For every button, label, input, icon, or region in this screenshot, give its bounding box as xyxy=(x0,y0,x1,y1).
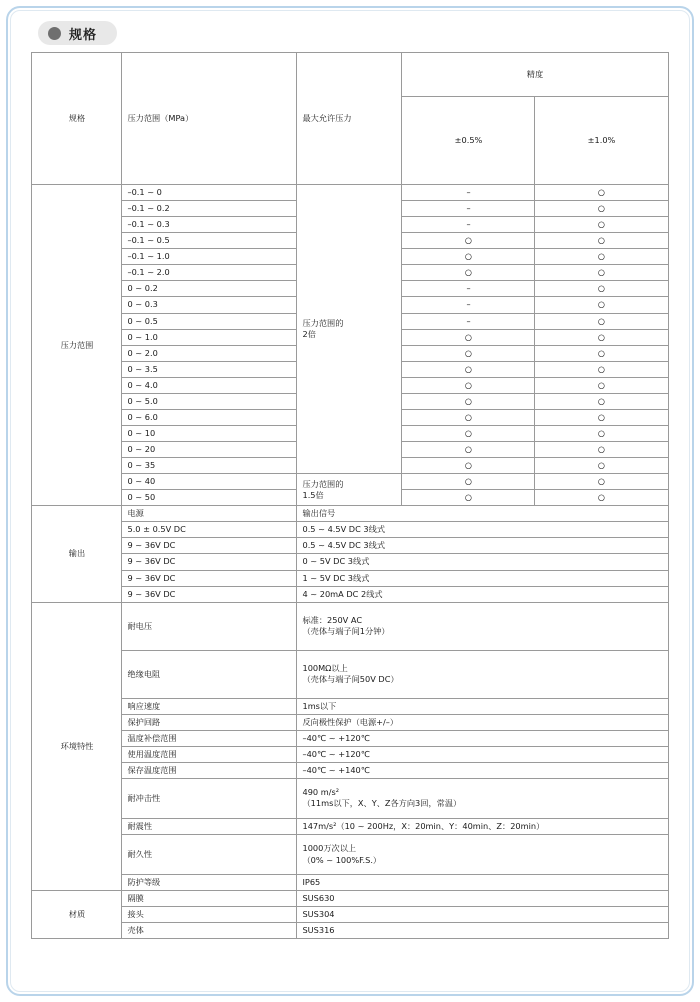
section-label-environment: 环境特性 xyxy=(32,602,122,890)
header-max-allowed: 最大允许压力 xyxy=(297,53,402,185)
table-row xyxy=(32,730,668,746)
pressure-range-value: 0 ~ 35 xyxy=(122,458,297,474)
acc05-mark: ○ xyxy=(402,233,535,249)
env-value-line2: （壳体与端子间1分钟） xyxy=(302,626,390,637)
acc10-mark: ○ xyxy=(535,361,668,377)
env-value: –40℃ ~ +120℃ xyxy=(297,730,668,746)
table-row xyxy=(32,778,668,818)
table-row xyxy=(32,650,668,698)
acc10-mark: ○ xyxy=(535,297,668,313)
table-row xyxy=(32,923,668,939)
max-allowed-1-5x-line2: 1.5倍 xyxy=(302,489,324,500)
env-label: 耐久性 xyxy=(122,835,297,875)
acc10-mark: ○ xyxy=(535,233,668,249)
acc05-mark: – xyxy=(402,281,535,297)
acc05-mark: ○ xyxy=(402,249,535,265)
env-value: 147m/s²（10 ~ 200Hz，X：20min、Y：40min、Z：20min） xyxy=(297,818,668,834)
env-label: 防护等级 xyxy=(122,875,297,891)
output-label: 9 ~ 36V DC xyxy=(122,538,297,554)
table-row xyxy=(32,474,668,490)
acc05-mark: ○ xyxy=(402,442,535,458)
table-row xyxy=(32,602,668,650)
pressure-range-value: –0.1 ~ 0.3 xyxy=(122,217,297,233)
pressure-range-value: 0 ~ 10 xyxy=(122,425,297,441)
table-row xyxy=(32,746,668,762)
section-label-pressure-range: 压力范围 xyxy=(32,185,122,506)
pressure-range-value: –0.1 ~ 0.2 xyxy=(122,201,297,217)
material-label: 接头 xyxy=(122,907,297,923)
table-header-row xyxy=(32,53,668,97)
table-row xyxy=(32,891,668,907)
acc10-mark: ○ xyxy=(535,281,668,297)
pressure-range-value: 0 ~ 40 xyxy=(122,474,297,490)
max-allowed-2x xyxy=(297,185,402,474)
acc05-mark: ○ xyxy=(402,393,535,409)
env-label: 保护回路 xyxy=(122,714,297,730)
env-label: 耐震性 xyxy=(122,818,297,834)
output-label: 9 ~ 36V DC xyxy=(122,554,297,570)
acc05-mark: ○ xyxy=(402,361,535,377)
env-value xyxy=(297,650,668,698)
acc10-mark: ○ xyxy=(535,217,668,233)
section-header xyxy=(38,20,688,46)
acc05-mark: ○ xyxy=(402,409,535,425)
header-accuracy: 精度 xyxy=(402,53,668,97)
table-row xyxy=(32,875,668,891)
acc05-mark: ○ xyxy=(402,329,535,345)
env-value-line2: （壳体与端子间50V DC） xyxy=(302,674,399,685)
acc10-mark: ○ xyxy=(535,393,668,409)
env-value: –40℃ ~ +120℃ xyxy=(297,746,668,762)
acc10-mark: ○ xyxy=(535,442,668,458)
env-value xyxy=(297,835,668,875)
acc10-mark: ○ xyxy=(535,313,668,329)
acc05-mark: – xyxy=(402,185,535,201)
table-row xyxy=(32,698,668,714)
section-label-output: 输出 xyxy=(32,506,122,602)
pressure-range-value: 0 ~ 3.5 xyxy=(122,361,297,377)
acc05-mark: ○ xyxy=(402,490,535,506)
material-value: SUS630 xyxy=(297,891,668,907)
table-row xyxy=(32,570,668,586)
pressure-range-value: 0 ~ 0.3 xyxy=(122,297,297,313)
max-allowed-2x-line2: 2倍 xyxy=(302,329,316,340)
pressure-range-value: –0.1 ~ 1.0 xyxy=(122,249,297,265)
acc10-mark: ○ xyxy=(535,345,668,361)
table-row xyxy=(32,762,668,778)
material-label: 壳体 xyxy=(122,923,297,939)
pressure-range-value: 0 ~ 20 xyxy=(122,442,297,458)
acc05-mark: ○ xyxy=(402,425,535,441)
pressure-range-value: –0.1 ~ 0 xyxy=(122,185,297,201)
env-value-line1: 490 m/s² xyxy=(302,787,339,798)
acc10-mark: ○ xyxy=(535,201,668,217)
table-row xyxy=(32,538,668,554)
pressure-range-value: 0 ~ 1.0 xyxy=(122,329,297,345)
env-label: 响应速度 xyxy=(122,698,297,714)
acc05-mark: – xyxy=(402,313,535,329)
table-row xyxy=(32,907,668,923)
acc05-mark: – xyxy=(402,297,535,313)
max-allowed-2x-line1: 压力范围的 xyxy=(302,318,344,328)
acc05-mark: – xyxy=(402,217,535,233)
specification-table xyxy=(31,52,668,939)
env-label: 耐冲击性 xyxy=(122,778,297,818)
env-label: 耐电压 xyxy=(122,602,297,650)
env-value: IP65 xyxy=(297,875,668,891)
table-row xyxy=(32,714,668,730)
env-label: 温度补偿范围 xyxy=(122,730,297,746)
acc05-mark: ○ xyxy=(402,345,535,361)
pressure-range-value: 0 ~ 0.2 xyxy=(122,281,297,297)
env-label: 保存温度范围 xyxy=(122,762,297,778)
pressure-range-value: 0 ~ 5.0 xyxy=(122,393,297,409)
header-accuracy-05: ±0.5% xyxy=(402,97,535,185)
pressure-range-value: 0 ~ 2.0 xyxy=(122,345,297,361)
section-label-material: 材质 xyxy=(32,891,122,939)
env-value-line1: 1000万次以上 xyxy=(302,843,357,854)
acc05-mark: ○ xyxy=(402,474,535,490)
acc05-mark: ○ xyxy=(402,458,535,474)
env-value-line2: （0% ~ 100%F.S.） xyxy=(302,854,382,865)
output-label: 9 ~ 36V DC xyxy=(122,586,297,602)
env-label: 绝缘电阻 xyxy=(122,650,297,698)
output-label: 电源 xyxy=(122,506,297,522)
env-value xyxy=(297,602,668,650)
header-accuracy-10: ±1.0% xyxy=(535,97,668,185)
bullet-icon xyxy=(48,27,61,40)
section-title-tag xyxy=(38,21,117,45)
table-row xyxy=(32,506,668,522)
env-value-line2: （11ms以下，X、Y、Z各方向3回，常温） xyxy=(302,798,462,809)
env-value xyxy=(297,778,668,818)
material-label: 隔膜 xyxy=(122,891,297,907)
pressure-range-value: 0 ~ 50 xyxy=(122,490,297,506)
output-label: 5.0 ± 0.5V DC xyxy=(122,522,297,538)
acc10-mark: ○ xyxy=(535,249,668,265)
env-value-line1: 标准：250V AC xyxy=(302,615,363,626)
output-value: 1 ~ 5V DC 3线式 xyxy=(297,570,668,586)
env-value-line1: 100MΩ以上 xyxy=(302,663,348,674)
pressure-range-value: –0.1 ~ 0.5 xyxy=(122,233,297,249)
page-title: 规格 xyxy=(69,27,98,43)
acc10-mark: ○ xyxy=(535,265,668,281)
env-value: 反向极性保护（电源+/–） xyxy=(297,714,668,730)
output-value: 0.5 ~ 4.5V DC 3线式 xyxy=(297,522,668,538)
table-row xyxy=(32,554,668,570)
table-row xyxy=(32,818,668,834)
table-row xyxy=(32,835,668,875)
header-pressure-range: 压力范围（MPa） xyxy=(122,53,297,185)
pressure-range-value: 0 ~ 0.5 xyxy=(122,313,297,329)
env-value: 1ms以下 xyxy=(297,698,668,714)
pressure-range-value: 0 ~ 4.0 xyxy=(122,377,297,393)
env-label: 使用温度范围 xyxy=(122,746,297,762)
output-value: 输出信号 xyxy=(297,506,668,522)
output-value: 0 ~ 5V DC 3线式 xyxy=(297,554,668,570)
acc10-mark: ○ xyxy=(535,377,668,393)
material-value: SUS316 xyxy=(297,923,668,939)
acc10-mark: ○ xyxy=(535,474,668,490)
material-value: SUS304 xyxy=(297,907,668,923)
output-value: 0.5 ~ 4.5V DC 3线式 xyxy=(297,538,668,554)
acc05-mark: – xyxy=(402,201,535,217)
acc10-mark: ○ xyxy=(535,329,668,345)
header-spec: 规格 xyxy=(32,53,122,185)
acc05-mark: ○ xyxy=(402,377,535,393)
table-row xyxy=(32,185,668,201)
output-value: 4 ~ 20mA DC 2线式 xyxy=(297,586,668,602)
acc10-mark: ○ xyxy=(535,409,668,425)
pressure-range-value: 0 ~ 6.0 xyxy=(122,409,297,425)
acc05-mark: ○ xyxy=(402,265,535,281)
env-value: –40℃ ~ +140℃ xyxy=(297,762,668,778)
acc10-mark: ○ xyxy=(535,490,668,506)
max-allowed-1-5x-line1: 压力范围的 xyxy=(302,478,344,489)
max-allowed-1-5x xyxy=(297,474,402,506)
table-row xyxy=(32,586,668,602)
pressure-range-value: –0.1 ~ 2.0 xyxy=(122,265,297,281)
table-row xyxy=(32,522,668,538)
acc10-mark: ○ xyxy=(535,185,668,201)
acc10-mark: ○ xyxy=(535,458,668,474)
output-label: 9 ~ 36V DC xyxy=(122,570,297,586)
acc10-mark: ○ xyxy=(535,425,668,441)
